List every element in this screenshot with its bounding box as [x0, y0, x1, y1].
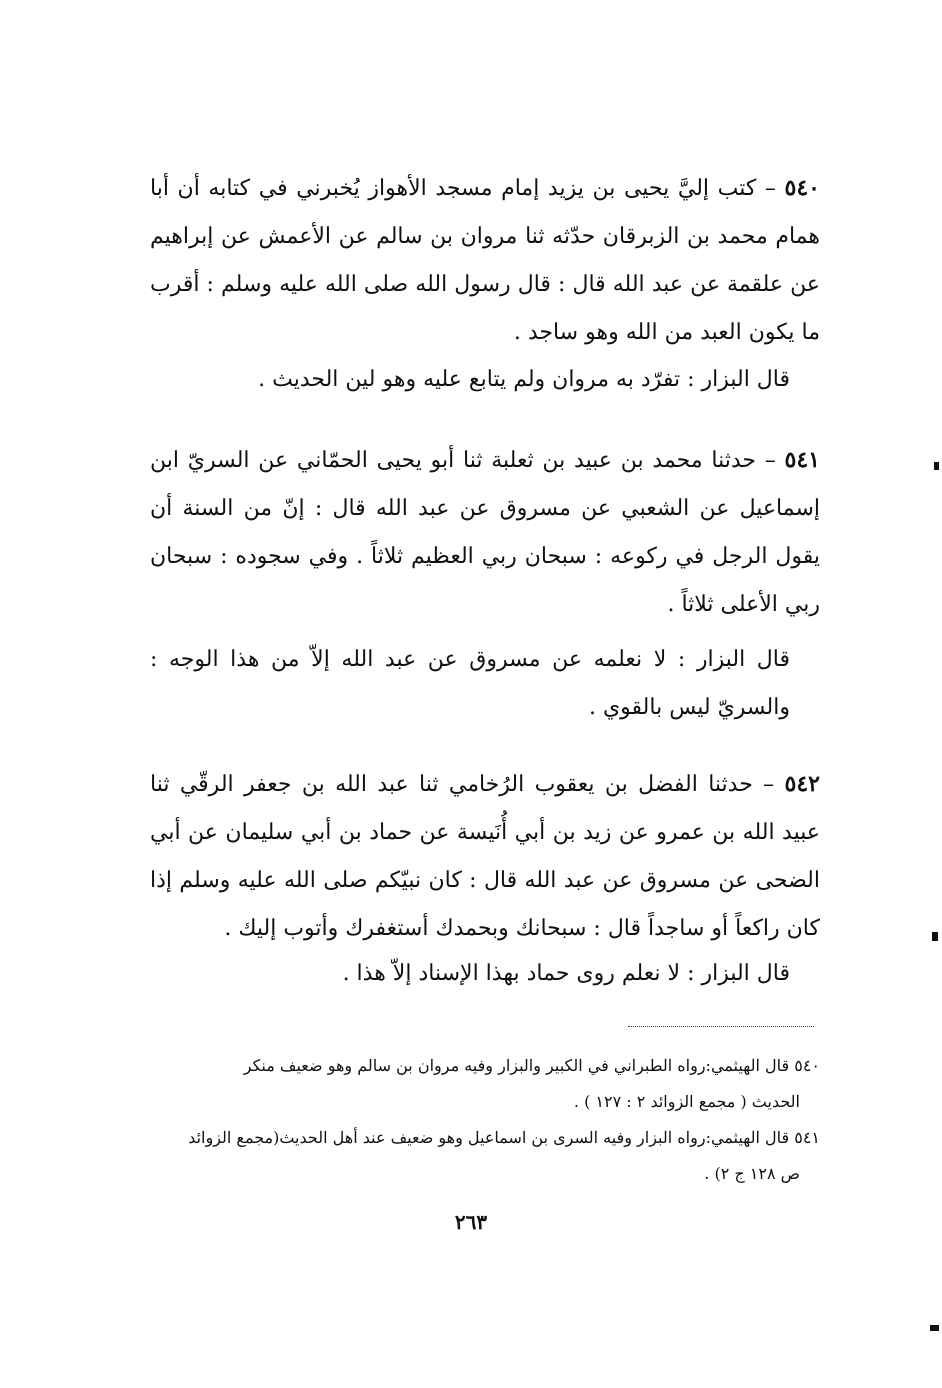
footnote-line: ص ١٢٨ ج ٢) .	[704, 1164, 800, 1183]
scan-mark	[932, 932, 938, 941]
footnote-line: قال الهيثمي:رواه الطبراني في الكبير والبزار وفيه مروان بن سالم وهو ضعيف منكر	[243, 1056, 790, 1075]
scan-mark	[930, 1325, 939, 1331]
footnote-line: قال الهيثمي:رواه البزار وفيه السرى بن اسماعيل وهو ضعيف عند أهل الحديث(مجمع الزوائد	[188, 1128, 790, 1147]
hadith-text: – حدثنا الفضل بن يعقوب الرُخامي ثنا عبد الله بن جعفر الرقّي ثنا عبيد الله بن عمرو عن زيد بن أبي أُنَيسة عن حماد بن أبي سليمان عن أبي الضحى عن مسروق عن عبد الله قال : كان نبيّكم صلى الله عليه وسلم إذا كان راكعاً أو ساجداً قال : سبحانك وبحمدك أستغفرك وأتوب إليك .	[150, 772, 820, 941]
scan-mark	[934, 462, 939, 470]
footnotes	[150, 1048, 820, 1192]
hadith-540	[150, 164, 820, 357]
bazzar-comment: قال البزار : لا نعلم روى حماد بهذا الإسناد إلاّ هذا .	[342, 961, 790, 986]
hadith-540-comment	[150, 356, 820, 404]
hadith-541-comment	[150, 636, 820, 732]
footnote-number: ٥٤٠	[794, 1056, 820, 1075]
hadith-541	[150, 436, 820, 629]
hadith-number: ٥٤١	[784, 447, 820, 473]
hadith-542	[150, 760, 820, 953]
hadith-text: – كتب إليَّ يحيى بن يزيد إمام مسجد الأهواز يُخبرني في كتابه أن أبا همام محمد بن الزبرقان حدّثه ثنا مروان بن سالم عن الأعمش عن إبراهيم عن علقمة عن عبد الله قال : قال رسول الله صلى الله عليه وسلم : أقرب ما يكون العبد من الله وهو ساجد .	[150, 176, 820, 345]
hadith-number: ٥٤٢	[784, 771, 820, 797]
hadith-number: ٥٤٠	[784, 175, 820, 201]
footnote-divider	[628, 1026, 814, 1027]
bazzar-comment: قال البزار : تفرّد به مروان ولم يتابع عليه وهو لين الحديث .	[258, 367, 790, 392]
footnote-541	[150, 1120, 820, 1192]
hadith-text: – حدثنا محمد بن عبيد بن ثعلبة ثنا أبو يحيى الحمّاني عن السريّ ابن إسماعيل عن الشعبي عن مسروق عن عبد الله قال : إنّ من السنة أن يقول الرجل في ركوعه : سبحان ربي العظيم ثلاثاً . وفي سجوده : سبحان ربي الأعلى ثلاثاً .	[150, 448, 820, 617]
footnote-line: الحديث ( مجمع الزوائد ٢ : ١٢٧ ) .	[573, 1092, 800, 1111]
footnote-number: ٥٤١	[794, 1128, 820, 1147]
footnote-540	[150, 1048, 820, 1120]
page-number: ٢٦٣	[454, 1210, 488, 1234]
hadith-542-comment	[150, 950, 820, 998]
bazzar-comment: قال البزار : لا نعلمه عن مسروق عن عبد الله إلاّ من هذا الوجه : والسريّ ليس بالقوي .	[150, 647, 790, 720]
